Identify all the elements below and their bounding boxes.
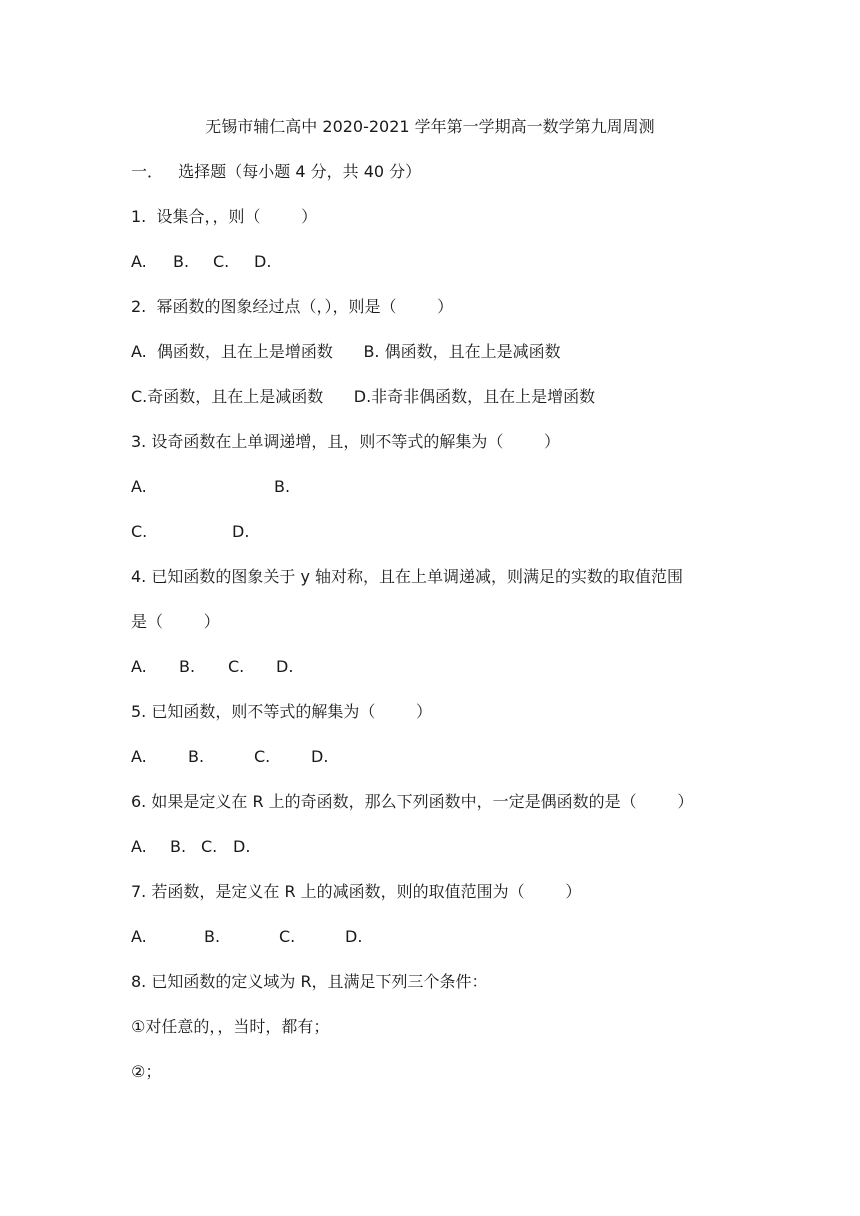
option-b: B.	[179, 657, 196, 676]
question-2-options-line-1: A. 偶函数，且在上是增函数 B. 偶函数，且在上是减函数	[131, 342, 561, 361]
option-b: B.	[274, 477, 291, 496]
question-6-options	[131, 836, 731, 858]
option-b: B.	[204, 927, 221, 946]
question-2-options-line-2: C.奇函数，且在上是减函数 D.非奇非偶函数，且在上是增函数	[131, 387, 596, 406]
option-d: D.	[345, 927, 363, 946]
question-4-stem-line-1: 4. 已知函数的图象关于 y 轴对称，且在上单调递减，则满足的实数的取值范围	[131, 567, 683, 586]
option-c: C.	[254, 747, 271, 766]
option-a: A.	[131, 477, 147, 496]
question-8-condition-1: ①对任意的，，当时，都有；	[131, 1017, 330, 1036]
question-8-condition-2: ②；	[131, 1062, 162, 1081]
question-1-stem: 1. 设集合，，则（ ）	[131, 207, 318, 226]
question-3-stem: 3. 设奇函数在上单调递增，且，则不等式的解集为（ ）	[131, 432, 561, 451]
option-d: D.	[233, 837, 251, 856]
option-c: C.	[228, 657, 245, 676]
option-a: A.	[131, 747, 147, 766]
option-d: D.	[254, 252, 272, 271]
question-8-stem: 8. 已知函数的定义域为 R，且满足下列三个条件：	[131, 972, 488, 991]
option-a: A.	[131, 252, 147, 271]
question-3-options-row-1	[131, 476, 731, 498]
option-c: C.	[131, 522, 148, 541]
option-d: D.	[232, 522, 250, 541]
option-a: A.	[131, 657, 147, 676]
question-3-options-row-2	[131, 521, 731, 543]
option-c: C.	[213, 252, 230, 271]
section-heading: 一． 选择题（每小题 4 分，共 40 分）	[131, 162, 422, 181]
question-5-stem: 5. 已知函数，则不等式的解集为（ ）	[131, 702, 433, 721]
option-b: B.	[173, 252, 190, 271]
option-a: A.	[131, 927, 147, 946]
option-d: D.	[311, 747, 329, 766]
question-7-stem: 7. 若函数，是定义在 R 上的减函数，则的取值范围为（ ）	[131, 882, 582, 901]
document-title: 无锡市辅仁高中 2020-2021 学年第一学期高一数学第九周周测	[205, 117, 655, 136]
option-c: C.	[279, 927, 296, 946]
question-1-options	[131, 251, 731, 273]
option-b: B.	[188, 747, 205, 766]
option-d: D.	[276, 657, 294, 676]
option-b: B.	[170, 837, 187, 856]
question-6-stem: 6. 如果是定义在 R 上的奇函数，那么下列函数中，一定是偶函数的是（ ）	[131, 792, 694, 811]
question-2-stem: 2. 幂函数的图象经过点（，），则是（ ）	[131, 297, 454, 316]
question-4-stem-line-2: 是（ ）	[131, 612, 220, 631]
option-c: C.	[201, 837, 218, 856]
question-7-options	[131, 926, 731, 948]
question-5-options	[131, 746, 731, 768]
question-4-options	[131, 656, 731, 678]
option-a: A.	[131, 837, 147, 856]
